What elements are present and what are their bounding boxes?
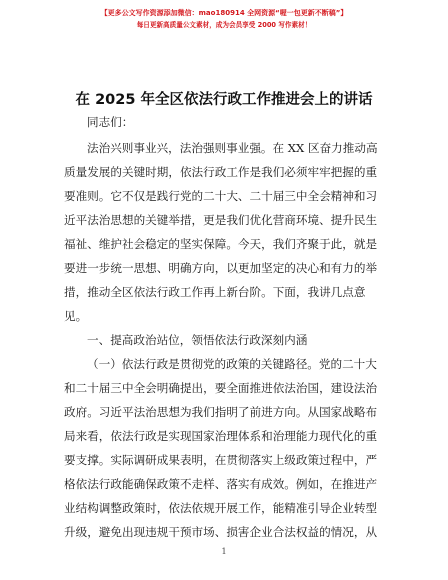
body-line: 格依法行政能确保政策不走样、落实有成效。例如，在推进产 — [64, 477, 378, 491]
page-number: 1 — [221, 547, 227, 556]
body-line: 措，推动全区依法行政工作再上新台阶。下面，我讲几点意 — [64, 285, 366, 299]
promo-banner-line-1: 【更多公文写作资源添加微信：mao180914 全网资源“喔一包更新不断稿”】 — [100, 9, 348, 17]
body-line: 要支撑。实际调研成果表明，在贯彻落实上级政策过程中，严 — [64, 453, 378, 467]
body-line: 业结构调整政策时，依法依规开展工作，能精准引导企业转型 — [64, 501, 378, 515]
body-line: 福祉、维护社会稳定的坚实保障。今天，我们齐聚于此，就是 — [64, 237, 378, 251]
body-line: 局来看，依法行政是实现国家治理体系和治理能力现代化的重 — [64, 429, 378, 443]
body-line: 质量发展的关键时期，依法行政工作是我们必须牢牢把握的重 — [64, 165, 378, 179]
promo-banner-line-2: 每日更新高质量公文素材，成为会员享受 2000 写作素材！ — [136, 21, 312, 29]
body-line: 和二十届三中全会明确提出，要全面推进依法治国，建设法治 — [64, 381, 378, 395]
body-line: 要准则。它不仅是践行党的二十大、二十届三中全会精神和习 — [64, 189, 378, 203]
body-line: 政府。习近平法治思想为我们指明了前进方向。从国家战略布 — [64, 405, 378, 419]
body-line: 近平法治思想的关键举措，更是我们优化营商环境、提升民生 — [64, 213, 378, 227]
section-heading: 一、提高政治站位，领悟依法行政深刻内涵 — [87, 333, 308, 347]
salutation: 同志们： — [87, 115, 134, 129]
body-line: 升级，避免出现违规干预市场、损害企业合法权益的情况，从 — [64, 525, 378, 539]
body-line: （一）依法行政是贯彻党的政策的关键路径。党的二十大 — [87, 357, 377, 371]
body-line: 法治兴则事业兴，法治强则事业强。在 XX 区奋力推动高 — [87, 141, 378, 155]
document-title: 在 2025 年全区依法行政工作推进会上的讲话 — [75, 92, 373, 108]
body-line: 要进一步统一思想、明确方向，以更加坚定的决心和有力的举 — [64, 261, 378, 275]
body-line: 见。 — [64, 309, 88, 323]
